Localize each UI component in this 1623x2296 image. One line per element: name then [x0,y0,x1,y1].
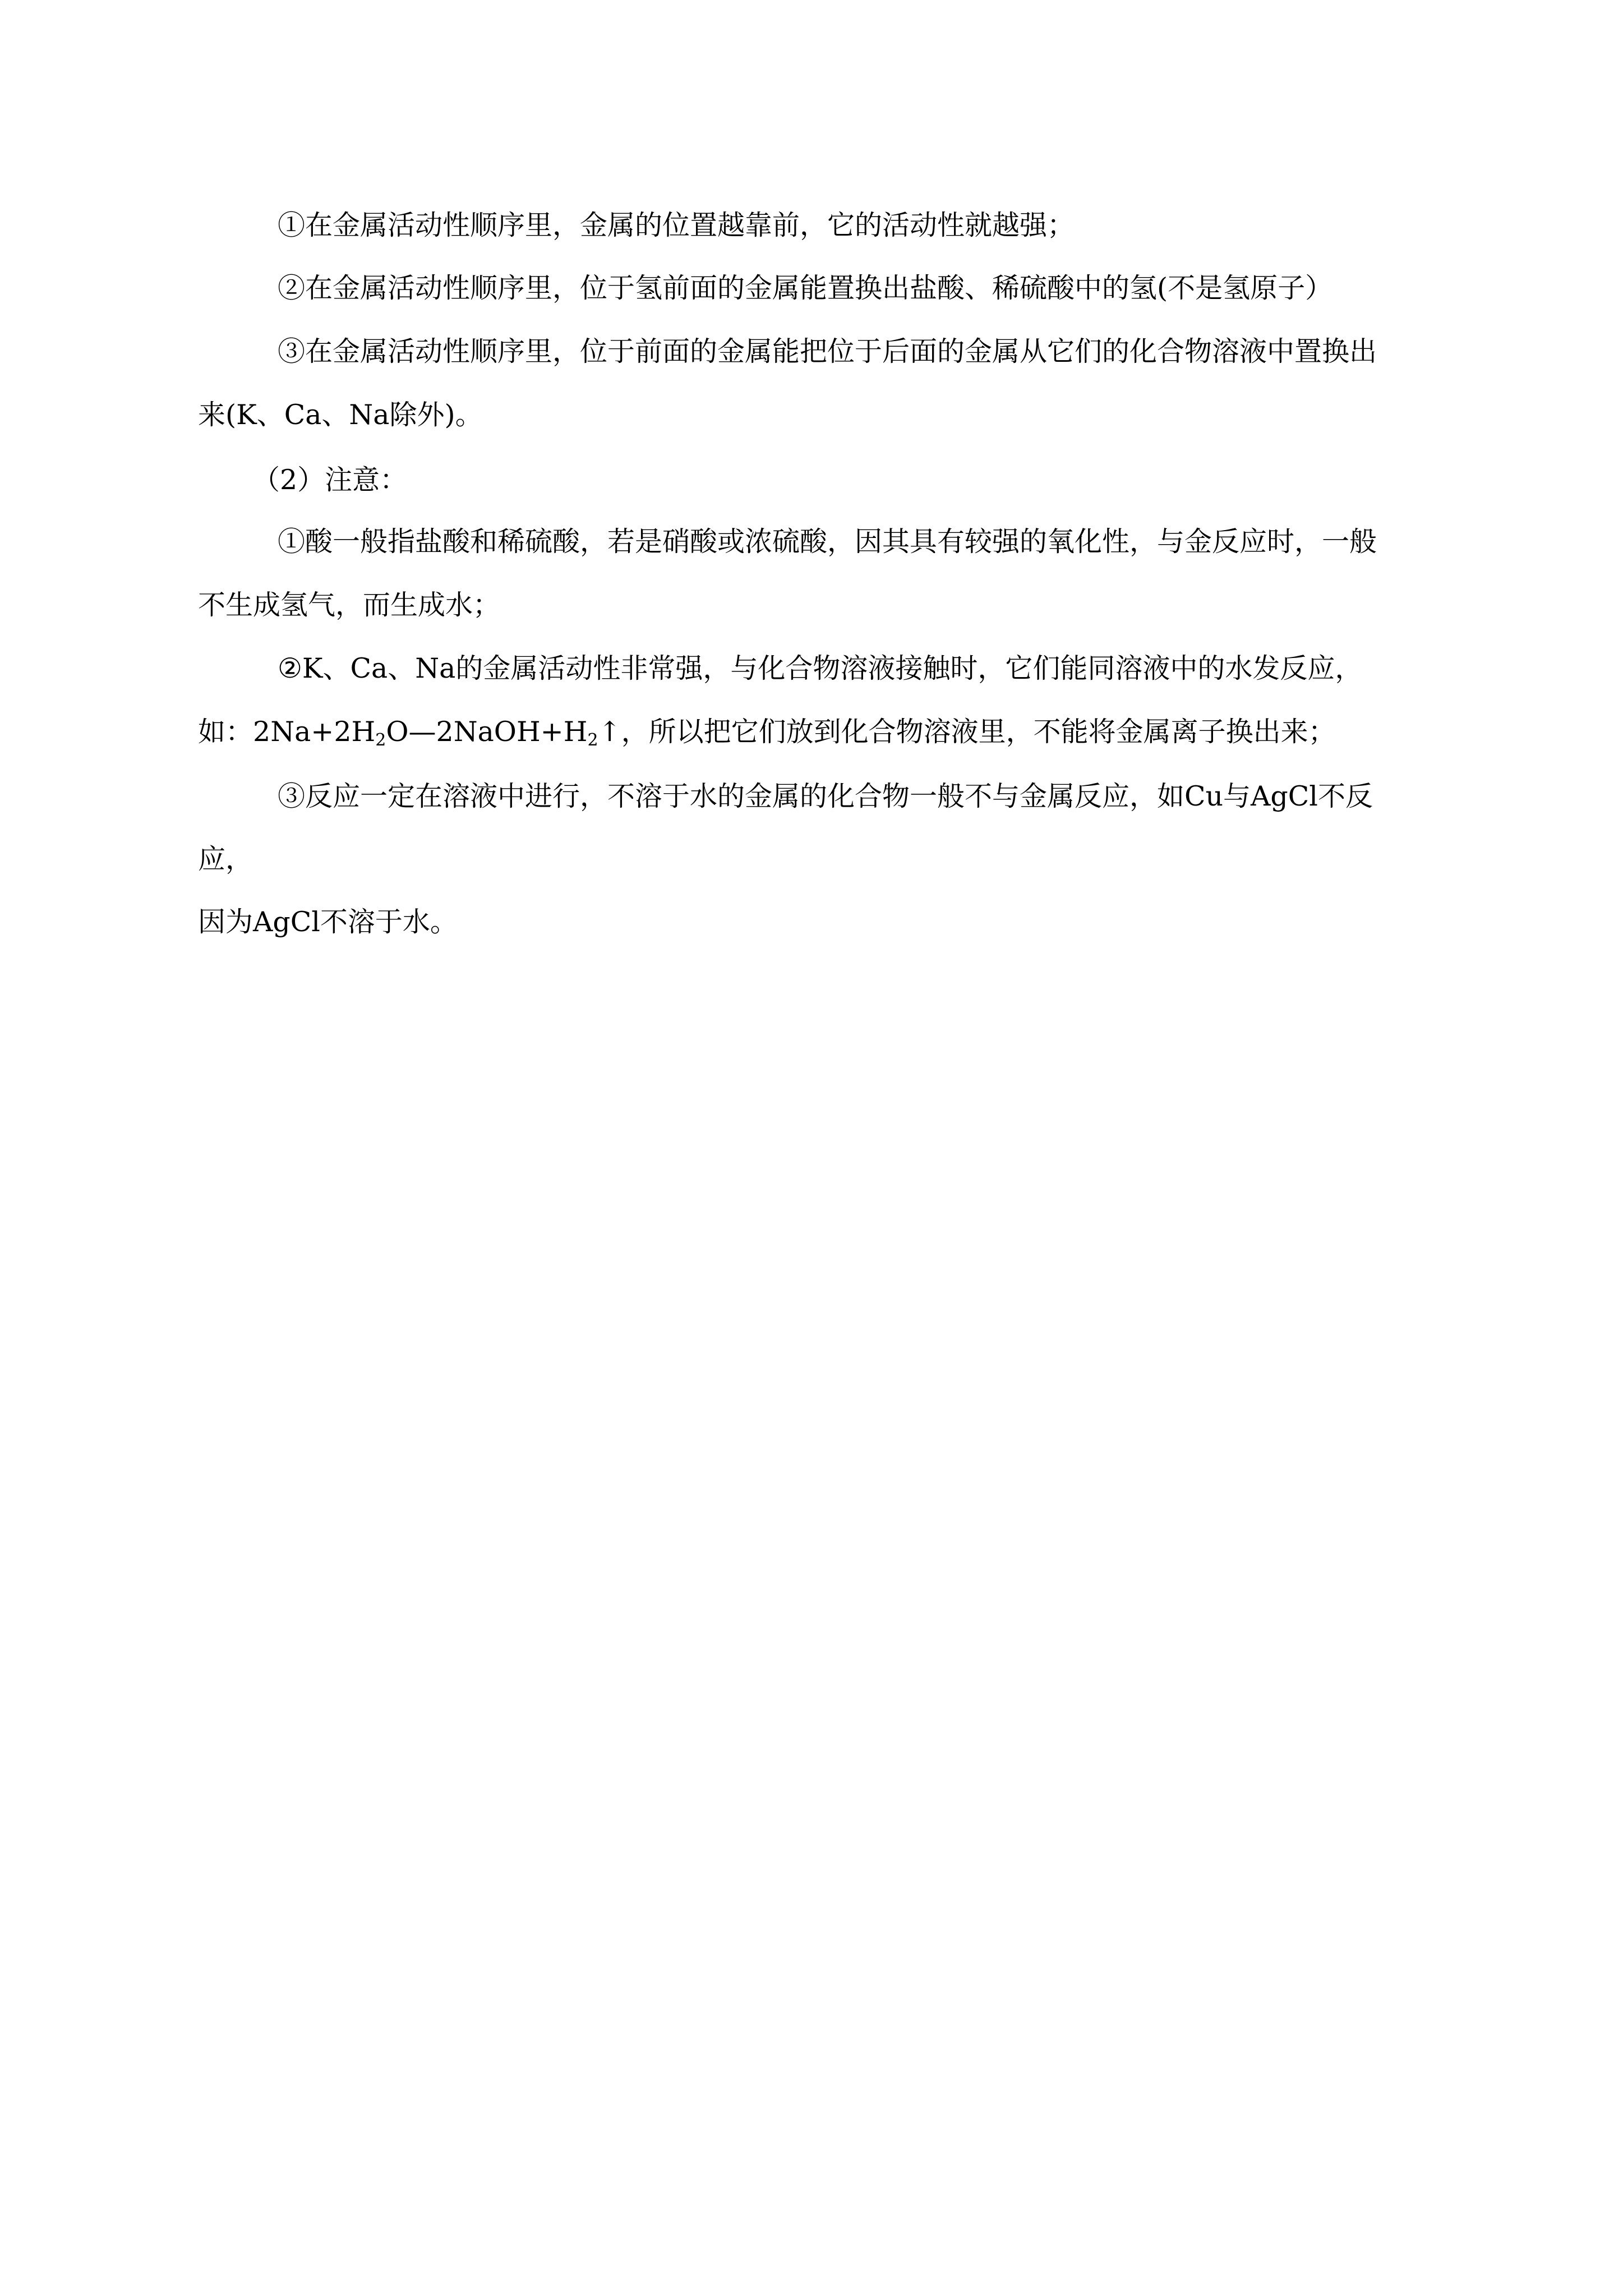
note-1-text-line2: 不生成氢气，而生成水； [198,589,501,621]
rule-1-text: ①在金属活动性顺序里，金属的位置越靠前，它的活动性就越强； [278,209,1075,241]
note-1-text-line1: ①酸一般指盐酸和稀硫酸，若是硝酸或浓硫酸，因其具有较强的氧化性，与金反应时，一般 [278,526,1377,558]
rule-3-text-line1: ③在金属活动性顺序里，位于前面的金属能把位于后面的金属从它们的化合物溶液中置换出 [278,335,1377,367]
note-3-text-line2: 应， [198,843,253,875]
equation-arrow: ↑ [598,716,621,748]
rule-2-text: ②在金属活动性顺序里，位于氢前面的金属能置换出盐酸、稀硫酸中的氢(不是氢原子） [278,272,1333,304]
equation-prefix: 如： [198,716,253,748]
note-2-text-line1: ②K、Ca、Na的金属活动性非常强，与化合物溶液接触时，它们能同溶液中的水发反应， [278,652,1363,684]
section-heading-notes: （2）注意： [252,464,408,496]
equation-subscript-1: 2 [375,730,386,750]
note-3-text-line3: 因为AgCl不溶于水。 [198,906,458,938]
rule-3-text-line2: 来(K、Ca、Na除外)。 [198,399,483,431]
equation-subscript-2: 2 [587,730,598,750]
equation-part-2: O—2NaOH+H [386,716,588,748]
equation-part-1: 2Na+2H [253,716,376,748]
equation-suffix: ，所以把它们放到化合物溶液里，不能将金属离子换出来； [621,716,1336,748]
note-2-equation-line [198,715,1336,749]
note-3-text-line1: ③反应一定在溶液中进行，不溶于水的金属的化合物一般不与金属反应，如Cu与AgCl不反 [278,780,1373,812]
